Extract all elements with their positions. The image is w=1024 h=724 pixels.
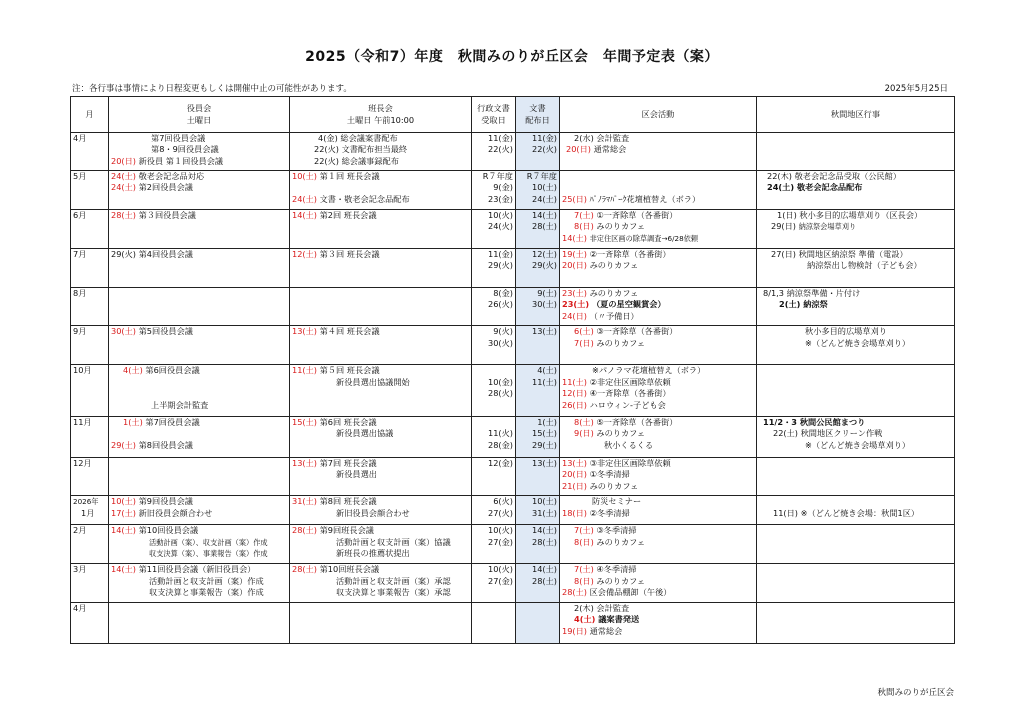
table-row — [71, 287, 955, 326]
admin-docs-cell: 10(火) 27(金) — [472, 525, 516, 564]
officers-cell: 24(土) 敬老会記念品対応 24(土) 第2回役員会議 — [109, 170, 290, 209]
docs-distribution-cell: 14(土) 28(土) — [516, 564, 560, 603]
docs-distribution-cell: 14(土) 28(土) — [516, 525, 560, 564]
activities-cell: 13(土) ③非定住区画除草依頼 20(日) ①冬季清掃 21(日) みのりカフェ — [560, 457, 757, 496]
leaders-cell: 15(土) 第6回 班長会議 新役員選出協議 — [290, 416, 472, 457]
document-date: 2025年5月25日 — [884, 84, 948, 94]
table-row — [71, 457, 955, 496]
month-cell: 8月 — [71, 287, 109, 326]
leaders-cell: 14(土) 第2回 班長会議 — [290, 209, 472, 248]
activities-cell: 23(土) みのりカフェ 23(土) （夏の星空観賞会） 24(日) （〃予備日） — [560, 287, 757, 326]
akima-events-cell — [757, 457, 955, 496]
officers-cell: 14(土) 第11回役員会議（新旧役員会） 活動計画と収支計画（案）作成 収支決算と事業報告（案）作成 — [109, 564, 290, 603]
activities-cell: 7(土) ④冬季清掃 8(日) みのりカフェ 28(土) 区会備品棚卸（午後） — [560, 564, 757, 603]
header-month: 月 — [71, 97, 109, 133]
leaders-cell: 28(土) 第10回班長会議 活動計画と収支計画（案）承認 収支決算と事業報告（案）承認 — [290, 564, 472, 603]
officers-cell: 第7回役員会議 第8・9回役員会議 20(日) 新役員 第１回役員会議 — [109, 132, 290, 170]
admin-docs-cell: 8(金) 26(火) — [472, 287, 516, 326]
month-cell: 2026年 1月 — [71, 496, 109, 525]
docs-distribution-cell: 1(土) 15(土) 29(土) — [516, 416, 560, 457]
leaders-cell: 13(土) 第４回 班長会議 — [290, 326, 472, 365]
disclaimer-note: 注：各行事は事情により日程変更もしくは開催中止の可能性があります。 — [72, 84, 352, 94]
akima-events-cell: 8/1,3 納涼祭準備・片付け 2(土) 納涼祭 — [757, 287, 955, 326]
akima-events-cell: 秋小多目的広場草刈り ※（どんど焼き会場草刈り） — [757, 326, 955, 365]
month-cell: 2月 — [71, 525, 109, 564]
activities-cell: 2(木) 会計監査 4(土) 議案書発送 19(日) 通常総会 — [560, 602, 757, 643]
admin-docs-cell: 10(火) 24(火) — [472, 209, 516, 248]
activities-cell: 7(土) ③冬季清掃 8(日) みのりカフェ — [560, 525, 757, 564]
officers-cell — [109, 457, 290, 496]
header-row — [71, 97, 955, 133]
leaders-cell — [290, 602, 472, 643]
activities-cell: 25(日) ﾊﾟﾉﾗﾏﾊﾟｰｸ花壇植替え（ボラ） — [560, 170, 757, 209]
organization-footer: 秋間みのりが丘区会 — [877, 688, 954, 698]
month-cell: 4月 — [71, 602, 109, 643]
admin-docs-cell: 10(金) 28(火) — [472, 365, 516, 416]
activities-cell: 19(土) ②一斉除草（各番街） 20(日) みのりカフェ — [560, 248, 757, 287]
header-district-activities: 区会活動 — [560, 97, 757, 133]
table-row — [71, 248, 955, 287]
admin-docs-cell: 11(金) 22(火) — [472, 132, 516, 170]
docs-distribution-cell: R７年度 10(土) 24(土) — [516, 170, 560, 209]
docs-distribution-cell: 9(土) 30(土) — [516, 287, 560, 326]
admin-docs-cell — [472, 602, 516, 643]
officers-cell: 29(火) 第4回役員会議 — [109, 248, 290, 287]
table-row — [71, 326, 955, 365]
header-admin-docs-received: 行政文書 受取日 — [472, 97, 516, 133]
table-row — [71, 170, 955, 209]
akima-events-cell — [757, 365, 955, 416]
docs-distribution-cell: 11(金) 22(火) — [516, 132, 560, 170]
leaders-cell: 28(土) 第9回班長会議 活動計画と収支計画（案）協議 新班長の推薦状提出 — [290, 525, 472, 564]
leaders-cell: 12(土) 第３回 班長会議 — [290, 248, 472, 287]
activities-cell: 8(土) ⑤一斉除草（各番街） 9(日) みのりカフェ 秋小くるくる — [560, 416, 757, 457]
month-cell: 4月 — [71, 132, 109, 170]
admin-docs-cell: 9(火) 30(火) — [472, 326, 516, 365]
docs-distribution-cell: 14(土) 28(土) — [516, 209, 560, 248]
akima-events-cell — [757, 525, 955, 564]
month-cell: 5月 — [71, 170, 109, 209]
leaders-cell — [290, 287, 472, 326]
akima-events-cell — [757, 132, 955, 170]
admin-docs-cell: 10(火) 27(金) — [472, 564, 516, 603]
docs-distribution-cell: 12(土) 29(火) — [516, 248, 560, 287]
officers-cell: 10(土) 第9回役員会議 17(土) 新旧役員会顔合わせ — [109, 496, 290, 525]
officers-cell: 14(土) 第10回役員会議 活動計画（案）、収支計画（案）作成 収支決算（案）、事業報告（案）作成 — [109, 525, 290, 564]
leaders-cell: 13(土) 第7回 班長会議 新役員選出 — [290, 457, 472, 496]
admin-docs-cell: 12(金) — [472, 457, 516, 496]
admin-docs-cell: 11(金) 29(火) — [472, 248, 516, 287]
month-cell: 9月 — [71, 326, 109, 365]
admin-docs-cell: 11(火) 28(金) — [472, 416, 516, 457]
akima-events-cell: 27(日) 秋間地区納涼祭 準備（電設） 納涼祭出し物検討（子ども会） — [757, 248, 955, 287]
header-docs-distributed: 文書 配布日 — [516, 97, 560, 133]
leaders-cell: 11(土) 第５回 班長会議 新役員選出協議開始 — [290, 365, 472, 416]
leaders-cell: 10(土) 第１回 班長会議 24(土) 文書・敬老会記念品配布 — [290, 170, 472, 209]
header-akima-events: 秋間地区行事 — [757, 97, 955, 133]
table-row — [71, 209, 955, 248]
header-group-leaders-meeting: 班長会 土曜日 午前10:00 — [290, 97, 472, 133]
month-cell: 12月 — [71, 457, 109, 496]
table-row — [71, 365, 955, 416]
month-cell: 11月 — [71, 416, 109, 457]
table-row — [71, 416, 955, 457]
month-cell: 7月 — [71, 248, 109, 287]
table-row — [71, 525, 955, 564]
annual-schedule-table — [70, 96, 955, 644]
admin-docs-cell: 6(火) 27(火) — [472, 496, 516, 525]
officers-cell — [109, 602, 290, 643]
activities-cell: 6(土) ③一斉除草（各番街） 7(日) みのりカフェ — [560, 326, 757, 365]
admin-docs-cell: R７年度 9(金) 23(金) — [472, 170, 516, 209]
page-title: 2025（令和7）年度 秋間みのりが丘区会 年間予定表（案） — [305, 49, 719, 65]
docs-distribution-cell: 4(土) 11(土) — [516, 365, 560, 416]
akima-events-cell: 11(日) ※（どんど焼き会場：秋間1区） — [757, 496, 955, 525]
table-row — [71, 132, 955, 170]
activities-cell: 2(水) 会計監査 20(日) 通常総会 — [560, 132, 757, 170]
activities-cell: 防災セミナー 18(日) ②冬季清掃 — [560, 496, 757, 525]
officers-cell: 30(土) 第5回役員会議 — [109, 326, 290, 365]
akima-events-cell: 22(木) 敬老会記念品受取（公民館） 24(土) 敬老会記念品配布 — [757, 170, 955, 209]
month-cell: 10月 — [71, 365, 109, 416]
docs-distribution-cell: 13(土) — [516, 326, 560, 365]
leaders-cell: 31(土) 第8回 班長会議 新旧役員会顔合わせ — [290, 496, 472, 525]
docs-distribution-cell: 13(土) — [516, 457, 560, 496]
officers-cell — [109, 287, 290, 326]
officers-cell: 1(土) 第7回役員会議 29(土) 第8回役員会議 — [109, 416, 290, 457]
activities-cell: ※パノラマ花壇植替え（ボラ） 11(土) ②非定住区画除草依頼 12(日) ④一斉除草（各番街） 26(日) ハロウィン-子ども会 — [560, 365, 757, 416]
month-cell: 6月 — [71, 209, 109, 248]
table-row — [71, 602, 955, 643]
akima-events-cell — [757, 564, 955, 603]
akima-events-cell — [757, 602, 955, 643]
table-row — [71, 564, 955, 603]
header-officers-meeting: 役員会 土曜日 — [109, 97, 290, 133]
akima-events-cell: 11/2・3 秋間公民館まつり 22(土) 秋間地区クリーン作戦 ※（どんど焼き会場草刈り） — [757, 416, 955, 457]
activities-cell: 7(土) ①一斉除草（各番街） 8(日) みのりカフェ 14(土) 非定住区画の除草調査→6/28依頼 — [560, 209, 757, 248]
table-row — [71, 496, 955, 525]
leaders-cell: 4(金) 総会議案書配布 22(火) 文書配布担当最終 22(火) 総会議事録配布 — [290, 132, 472, 170]
month-cell: 3月 — [71, 564, 109, 603]
docs-distribution-cell: 10(土) 31(土) — [516, 496, 560, 525]
officers-cell: 28(土) 第３回役員会議 — [109, 209, 290, 248]
akima-events-cell: 1(日) 秋小多目的広場草刈り（区長会） 29(日) 納涼祭会場草刈り — [757, 209, 955, 248]
docs-distribution-cell — [516, 602, 560, 643]
officers-cell: 4(土) 第6回役員会議 上半期会計監査 — [109, 365, 290, 416]
